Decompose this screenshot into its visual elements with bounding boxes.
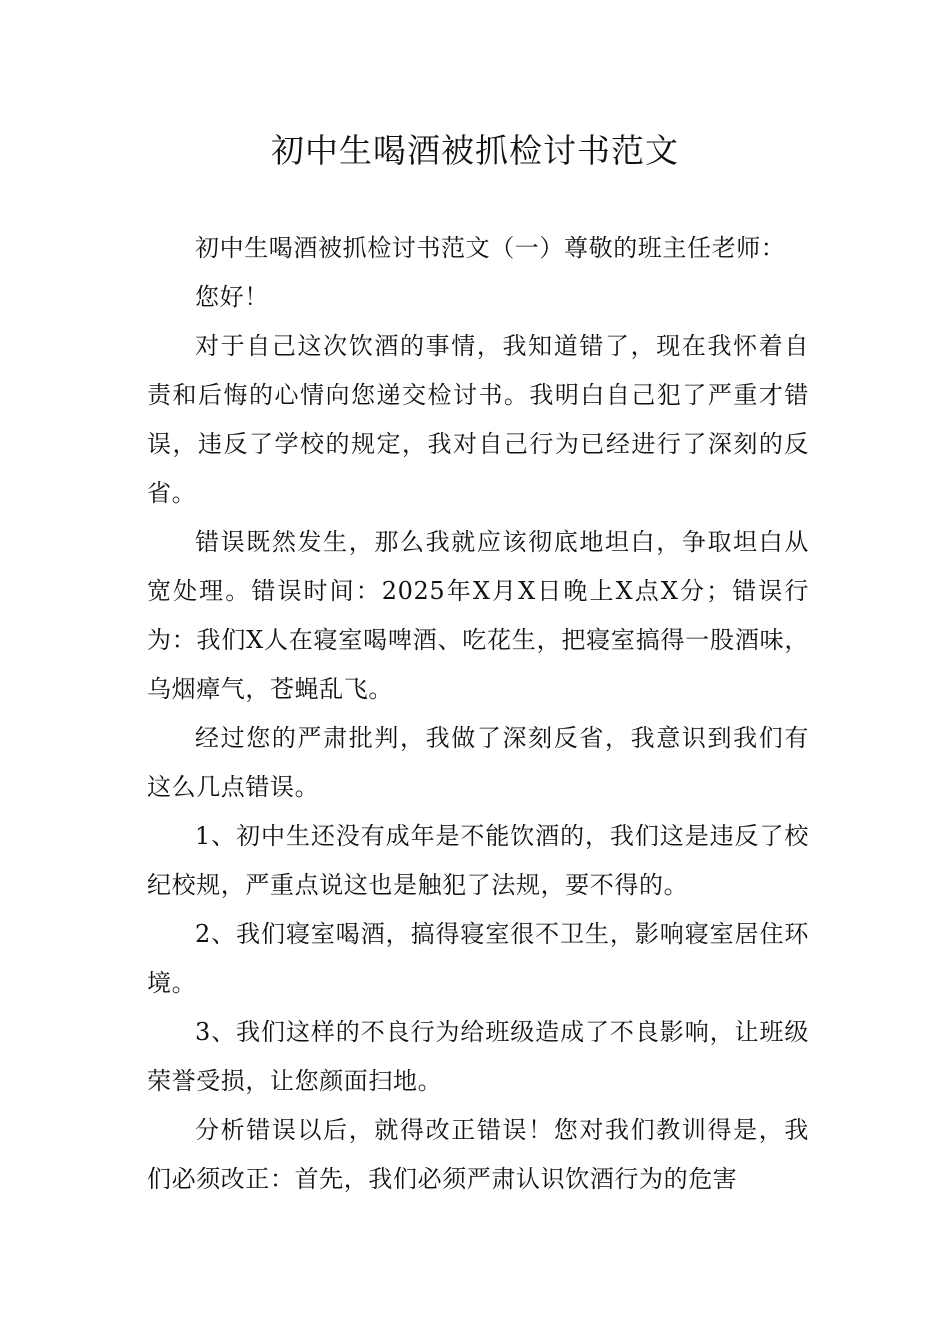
paragraph-admission: 对于自己这次饮酒的事情，我知道错了，现在我怀着自责和后悔的心情向您递交检讨书。我明白自己犯了严重才错误，违反了学校的规定，我对自己行为已经进行了深刻的反省。: [147, 332, 809, 507]
paragraph-incident-details: 错误既然发生，那么我就应该彻底地坦白，争取坦白从宽处理。错误时间：2025年X月X日晚上X点X分；错误行为：我们X人在寝室喝啤酒、吃花生，把寝室搞得一股酒味，乌烟瘴气，苍蝇乱飞。: [147, 528, 809, 703]
paragraph-point-1: 1、初中生还没有成年是不能饮酒的，我们这是违反了校纪校规，严重点说这也是触犯了法规，要不得的。: [147, 822, 809, 899]
paragraph-salutation: 您好！: [195, 283, 269, 311]
document-title: 初中生喝酒被抓检讨书范文: [271, 131, 679, 170]
paragraph-correction: 分析错误以后，就得改正错误！您对我们教训得是，我们必须改正：首先，我们必须严肃认识饮酒行为的危害: [147, 1116, 809, 1193]
paragraph-reflection: 经过您的严肃批判，我做了深刻反省，我意识到我们有这么几点错误。: [147, 724, 809, 801]
document-body: [147, 224, 809, 1204]
paragraph-point-3: 3、我们这样的不良行为给班级造成了不良影响，让班级荣誉受损，让您颜面扫地。: [147, 1018, 809, 1095]
paragraph-heading-greeting: 初中生喝酒被抓检讨书范文（一）尊敬的班主任老师：: [195, 234, 786, 262]
paragraph-point-2: 2、我们寝室喝酒，搞得寝室很不卫生，影响寝室居住环境。: [147, 920, 809, 997]
